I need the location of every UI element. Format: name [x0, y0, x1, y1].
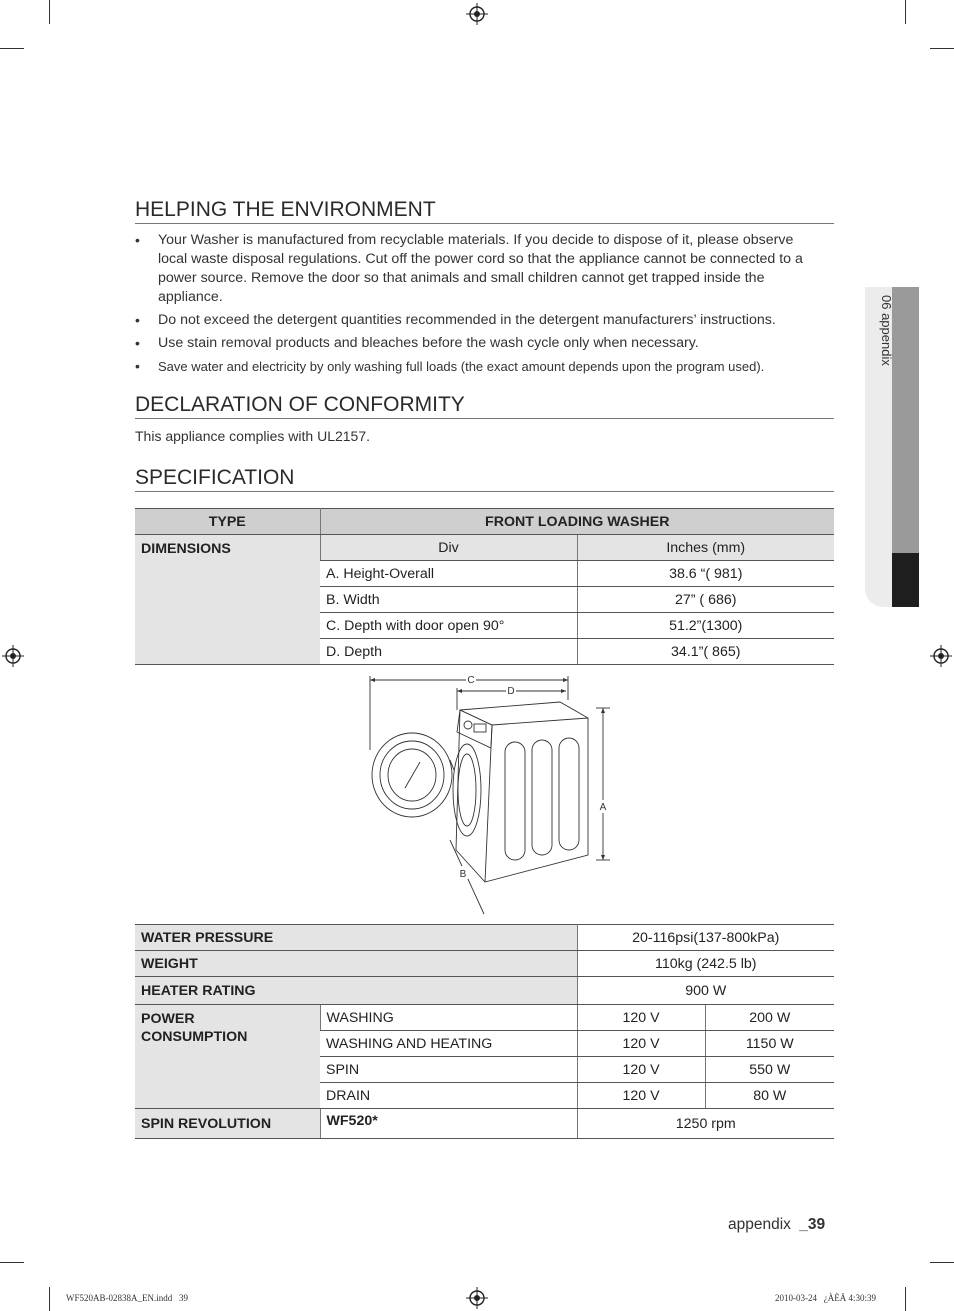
inches-header: Inches (mm): [577, 535, 834, 561]
label-b: B: [459, 869, 467, 880]
dimension-name: B. Width: [320, 587, 577, 613]
print-slug-date: 2010-03-24 ¿ÀÈÄ 4:30:39: [775, 1293, 876, 1303]
spin-revolution-value: 1250 rpm: [577, 1109, 834, 1139]
page-number: _39: [799, 1216, 826, 1233]
chapter-side-tab: [865, 287, 919, 607]
power-mode: SPIN: [320, 1057, 577, 1083]
dimension-value: 27” ( 686): [577, 587, 834, 613]
water-pressure-value: 20-116psi(137-800kPa): [577, 925, 834, 951]
table-row: [135, 1109, 834, 1139]
table-row: [135, 1005, 834, 1031]
spin-revolution-label: SPIN REVOLUTION: [135, 1109, 320, 1139]
dimension-name: C. Depth with door open 90°: [320, 613, 577, 639]
power-wattage: 550 W: [705, 1057, 834, 1083]
dimensions-table: [135, 508, 834, 665]
footer-label: appendix: [728, 1216, 791, 1233]
crop-mark: [0, 1262, 24, 1263]
page-footer: [728, 1216, 825, 1234]
dimension-value: 38.6 “( 981): [577, 561, 834, 587]
print-slug-file: WF520AB-02838A_EN.indd 39: [66, 1293, 188, 1303]
conformity-text: This appliance complies with UL2157.: [135, 428, 371, 444]
registration-mark-icon: [930, 645, 952, 667]
div-header: Div: [320, 535, 577, 561]
specifications-table: [135, 924, 834, 1139]
weight-label: WEIGHT: [135, 951, 577, 977]
dimensions-label: DIMENSIONS: [135, 535, 320, 665]
crop-mark: [930, 1262, 954, 1263]
label-d: D: [507, 686, 515, 697]
crop-mark: [49, 1287, 50, 1311]
registration-mark-icon: [466, 3, 488, 25]
power-mode: DRAIN: [320, 1083, 577, 1109]
crop-mark: [905, 0, 906, 24]
power-voltage: 120 V: [577, 1031, 705, 1057]
type-label: TYPE: [135, 509, 320, 535]
type-value: FRONT LOADING WASHER: [320, 509, 834, 535]
power-wattage: 80 W: [705, 1083, 834, 1109]
crop-mark: [905, 1287, 906, 1311]
crop-mark: [49, 0, 50, 24]
table-row: [135, 925, 834, 951]
environment-list: [135, 231, 825, 380]
side-tab-label: 06 appendix: [879, 295, 894, 366]
table-row: [135, 951, 834, 977]
power-voltage: 120 V: [577, 1083, 705, 1109]
power-voltage: 120 V: [577, 1005, 705, 1031]
dimension-value: 51.2”(1300): [577, 613, 834, 639]
power-mode: WASHING: [320, 1005, 577, 1031]
table-row: [135, 977, 834, 1005]
environment-heading: HELPING THE ENVIRONMENT: [135, 198, 834, 224]
dimension-name: D. Depth: [320, 639, 577, 665]
specification-heading: SPECIFICATION: [135, 466, 834, 492]
list-item: • Do not exceed the detergent quantities recommended in the detergent manufacturers’ instructions.: [135, 311, 825, 330]
power-wattage: 200 W: [705, 1005, 834, 1031]
label-c: C: [467, 675, 475, 686]
crop-mark: [0, 48, 24, 49]
conformity-heading: DECLARATION OF CONFORMITY: [135, 393, 834, 419]
power-voltage: 120 V: [577, 1057, 705, 1083]
crop-mark: [930, 48, 954, 49]
power-consumption-label: POWER CONSUMPTION: [135, 1005, 320, 1109]
power-wattage: 1150 W: [705, 1031, 834, 1057]
list-item: • Your Washer is manufactured from recyclable materials. If you decide to dispose of it, please observe local waste disposal regulations. Cut off the power cord so that the appliance cannot be connected to a power source. Remove the door so that animals and small children cannot get trapped inside the appliance.: [135, 231, 825, 307]
power-mode: WASHING AND HEATING: [320, 1031, 577, 1057]
list-item: • Save water and electricity by only washing full loads (the exact amount depends upon the program used).: [135, 357, 825, 376]
washer-dimension-diagram: [360, 670, 620, 920]
dimension-name: A. Height-Overall: [320, 561, 577, 587]
weight-value: 110kg (242.5 lb): [577, 951, 834, 977]
heater-value: 900 W: [577, 977, 834, 1005]
dimension-value: 34.1”( 865): [577, 639, 834, 665]
label-a: A: [599, 802, 607, 813]
water-pressure-label: WATER PRESSURE: [135, 925, 577, 951]
registration-mark-icon: [466, 1287, 488, 1309]
spin-model: WF520*: [320, 1109, 577, 1139]
list-item: • Use stain removal products and bleaches before the wash cycle only when necessary.: [135, 334, 825, 353]
registration-mark-icon: [2, 645, 24, 667]
heater-label: HEATER RATING: [135, 977, 577, 1005]
